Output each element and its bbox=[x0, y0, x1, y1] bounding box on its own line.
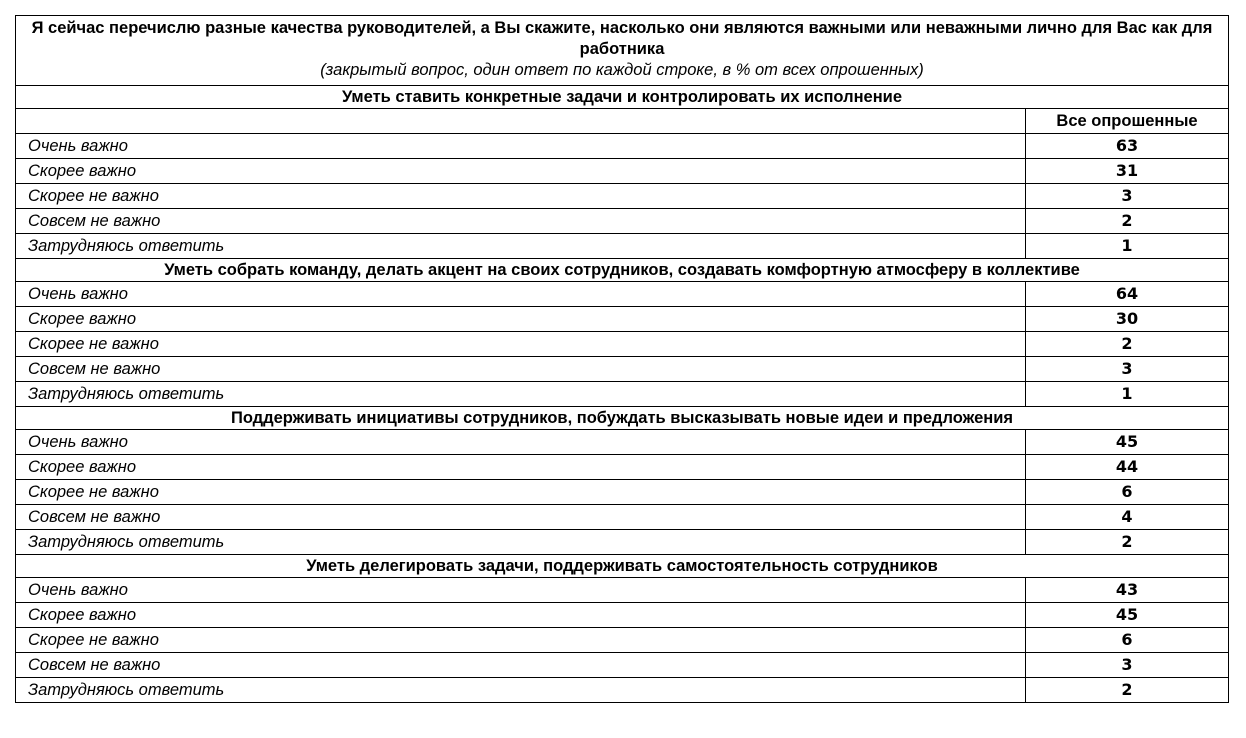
row-label: Затрудняюсь ответить bbox=[16, 678, 1026, 703]
row-value: 45 bbox=[1026, 430, 1229, 455]
column-header-empty bbox=[16, 109, 1026, 134]
row-value: 44 bbox=[1026, 455, 1229, 480]
row-label: Скорее не важно bbox=[16, 332, 1026, 357]
row-label: Совсем не важно bbox=[16, 209, 1026, 234]
section-heading-row bbox=[16, 86, 1229, 109]
row-value: 63 bbox=[1026, 134, 1229, 159]
row-value: 43 bbox=[1026, 578, 1229, 603]
row-value: 30 bbox=[1026, 307, 1229, 332]
row-label: Скорее не важно bbox=[16, 184, 1026, 209]
row-value: 3 bbox=[1026, 653, 1229, 678]
section-heading-row bbox=[16, 407, 1229, 430]
survey-table bbox=[15, 15, 1229, 703]
table-row bbox=[16, 628, 1229, 653]
table-row bbox=[16, 603, 1229, 628]
section-heading: Уметь делегировать задачи, поддерживать самостоятельность сотрудников bbox=[16, 555, 1229, 578]
table-row bbox=[16, 282, 1229, 307]
row-label: Скорее не важно bbox=[16, 628, 1026, 653]
section-heading-row bbox=[16, 259, 1229, 282]
row-value: 31 bbox=[1026, 159, 1229, 184]
row-value: 3 bbox=[1026, 184, 1229, 209]
table-title: Я сейчас перечислю разные качества руководителей, а Вы скажите, насколько они являются важными или неважными лично для Вас как для работника bbox=[31, 19, 1213, 58]
column-header-row bbox=[16, 109, 1229, 134]
row-label: Совсем не важно bbox=[16, 357, 1026, 382]
section-heading: Уметь ставить конкретные задачи и контролировать их исполнение bbox=[16, 86, 1229, 109]
section-heading-row bbox=[16, 555, 1229, 578]
row-value: 2 bbox=[1026, 332, 1229, 357]
row-label: Скорее не важно bbox=[16, 480, 1026, 505]
table-row bbox=[16, 307, 1229, 332]
row-label: Скорее важно bbox=[16, 159, 1026, 184]
table-row bbox=[16, 332, 1229, 357]
section-heading: Уметь собрать команду, делать акцент на своих сотрудников, создавать комфортную атмосферу в коллективе bbox=[16, 259, 1229, 282]
column-header-all-respondents: Все опрошенные bbox=[1026, 109, 1229, 134]
table-title-cell bbox=[16, 16, 1229, 86]
table-row bbox=[16, 455, 1229, 480]
table-row bbox=[16, 234, 1229, 259]
table-row bbox=[16, 134, 1229, 159]
title-row bbox=[16, 16, 1229, 86]
survey-table-container bbox=[15, 15, 1228, 703]
row-label: Скорее важно bbox=[16, 603, 1026, 628]
table-row bbox=[16, 209, 1229, 234]
row-value: 45 bbox=[1026, 603, 1229, 628]
row-value: 64 bbox=[1026, 282, 1229, 307]
row-label: Скорее важно bbox=[16, 455, 1026, 480]
row-label: Совсем не важно bbox=[16, 505, 1026, 530]
row-label: Затрудняюсь ответить bbox=[16, 234, 1026, 259]
row-label: Очень важно bbox=[16, 282, 1026, 307]
row-value: 1 bbox=[1026, 234, 1229, 259]
row-value: 6 bbox=[1026, 480, 1229, 505]
row-value: 2 bbox=[1026, 678, 1229, 703]
table-row bbox=[16, 430, 1229, 455]
table-row bbox=[16, 382, 1229, 407]
row-value: 6 bbox=[1026, 628, 1229, 653]
row-label: Затрудняюсь ответить bbox=[16, 530, 1026, 555]
table-row bbox=[16, 159, 1229, 184]
table-row bbox=[16, 184, 1229, 209]
table-row bbox=[16, 653, 1229, 678]
table-row bbox=[16, 530, 1229, 555]
table-row bbox=[16, 578, 1229, 603]
row-value: 2 bbox=[1026, 209, 1229, 234]
row-label: Очень важно bbox=[16, 134, 1026, 159]
table-row bbox=[16, 357, 1229, 382]
row-value: 2 bbox=[1026, 530, 1229, 555]
table-row bbox=[16, 480, 1229, 505]
row-value: 4 bbox=[1026, 505, 1229, 530]
row-value: 3 bbox=[1026, 357, 1229, 382]
row-value: 1 bbox=[1026, 382, 1229, 407]
section-heading: Поддерживать инициативы сотрудников, побуждать высказывать новые идеи и предложения bbox=[16, 407, 1229, 430]
table-row bbox=[16, 678, 1229, 703]
row-label: Очень важно bbox=[16, 430, 1026, 455]
row-label: Очень важно bbox=[16, 578, 1026, 603]
row-label: Скорее важно bbox=[16, 307, 1026, 332]
table-note: (закрытый вопрос, один ответ по каждой строке, в % от всех опрошенных) bbox=[320, 61, 924, 79]
row-label: Совсем не важно bbox=[16, 653, 1026, 678]
row-label: Затрудняюсь ответить bbox=[16, 382, 1026, 407]
table-row bbox=[16, 505, 1229, 530]
